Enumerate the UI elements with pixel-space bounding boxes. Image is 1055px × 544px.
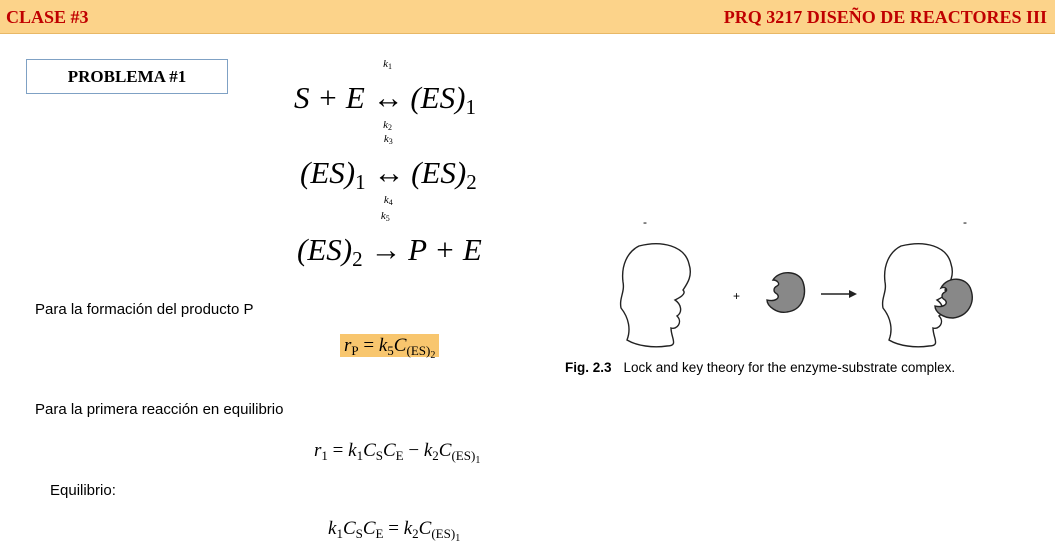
k2-label: k2 (383, 119, 393, 132)
reaction-1 (294, 58, 476, 132)
k5-label: k5 (380, 210, 390, 223)
highlighted-rate: $r_P = k_5C_{(ES)_2}$ (340, 334, 439, 357)
k3-label: k3 (383, 133, 393, 146)
first-reaction-text: Para la primera reacción en equilibrio (35, 401, 284, 418)
reversible-arrow-2: k3 ↔ k4 (373, 133, 405, 207)
reaction-2-right: $(ES)_2$ (411, 155, 477, 194)
lock-key-diagram (567, 214, 1047, 384)
reaction-1-left: S + E (294, 80, 365, 115)
reaction-2-left: $(ES)_1$ (300, 155, 366, 194)
reaction-1-right: $(ES)_1$ (410, 80, 476, 119)
equilibrium-equation: $k_1C_SC_E = k_2C_{(ES)_1}$ (328, 518, 461, 544)
class-title: CLASE #3 (6, 7, 89, 27)
forward-arrow: k5 → (370, 210, 402, 267)
enzyme-left-shape (621, 244, 691, 347)
reaction-2 (300, 133, 477, 207)
k4-label: k4 (383, 194, 393, 207)
header-bar (0, 0, 1055, 34)
reaction-3 (297, 210, 482, 271)
rate-equation-first: $r_1 = k_1C_SC_E - k_2C_{(ES)_1}$ (314, 440, 481, 466)
reaction-3-left: $(ES)_2$ (297, 232, 363, 271)
k1-label: k1 (383, 58, 393, 71)
figure-caption-text: Lock and key theory for the enzyme-substrate complex. (623, 360, 956, 375)
minus-right: - (963, 215, 967, 229)
problem-label: PROBLEMA #1 (67, 66, 187, 86)
substrate-shape (767, 273, 804, 313)
formation-text: Para la formación del producto P (35, 301, 254, 318)
course-title: PRQ 3217 DISEÑO DE REACTORES III (723, 7, 1047, 27)
reversible-arrow-1: k1 ↔ k2 (372, 58, 404, 132)
rate-equation-product (340, 335, 439, 361)
plus-sign: + (733, 289, 741, 303)
figure-number: Fig. 2.3 (565, 360, 612, 375)
figure-caption (565, 360, 955, 375)
reaction-3-right: P + E (408, 232, 482, 267)
minus-left: - (643, 215, 647, 229)
lock-and-key-figure (567, 214, 1047, 384)
problem-label-box (26, 59, 228, 94)
equilibrium-text: Equilibrio: (50, 482, 116, 499)
